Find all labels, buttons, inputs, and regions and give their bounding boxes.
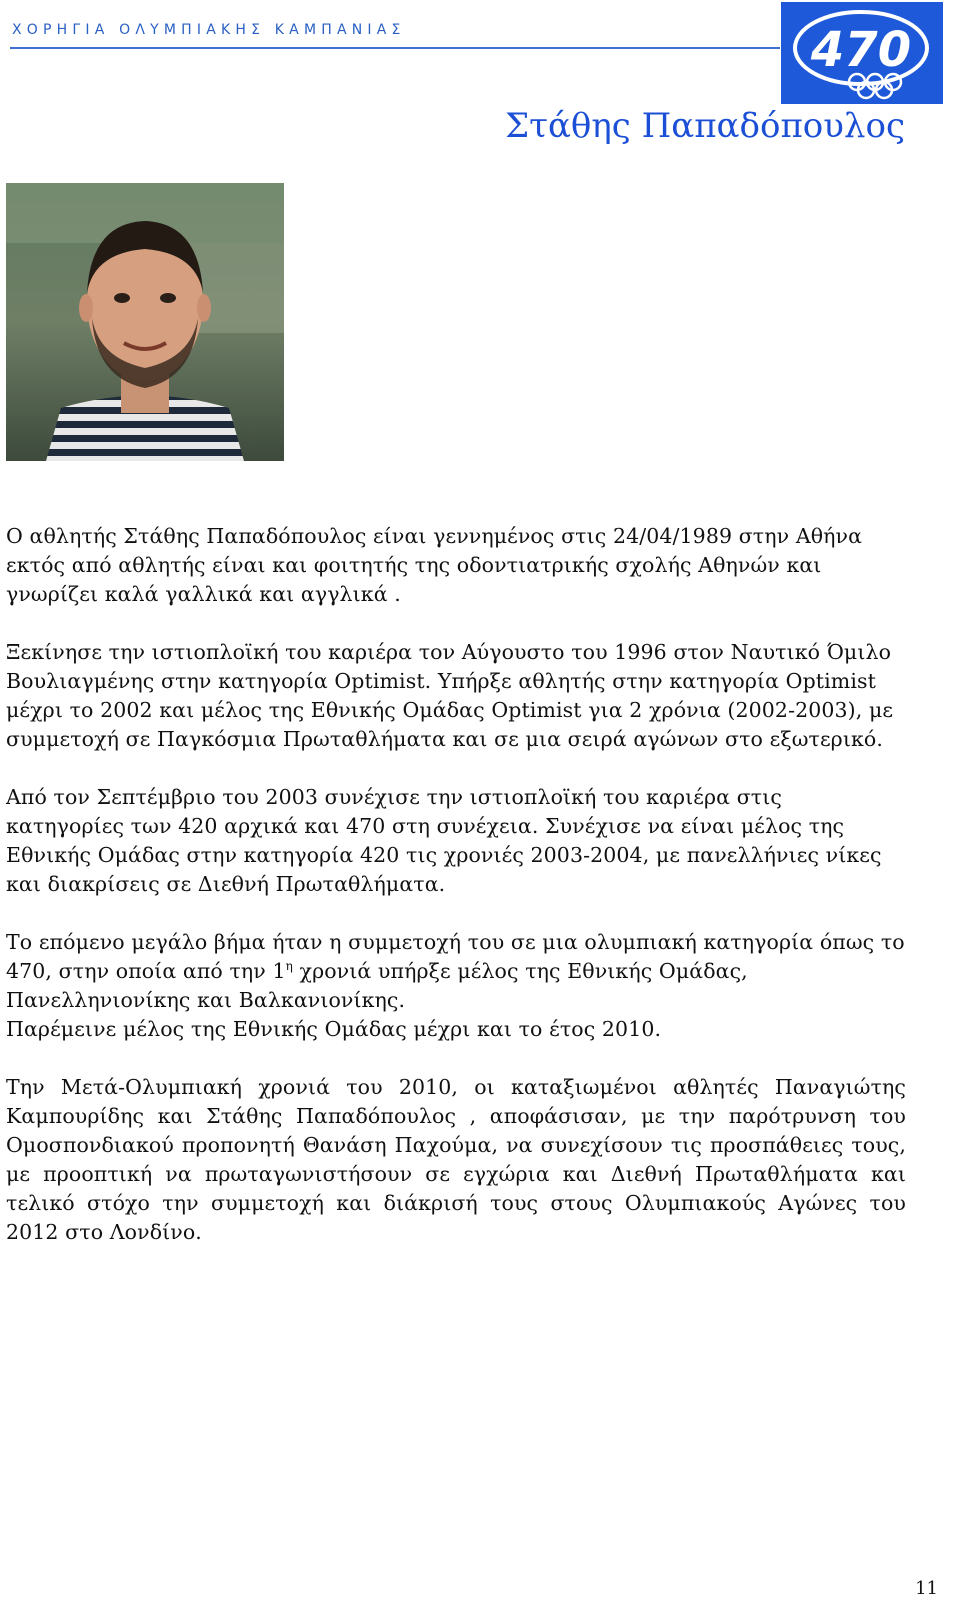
athlete-portrait-image <box>6 183 284 461</box>
olympic-class-text-start: Το επόμενο μεγάλο βήμα ήταν η συμμετοχή του σε μια ολυμπιακή κατηγορία όπως το 470, στην οποία από την 1 <box>6 930 905 983</box>
athlete-name-title: Στάθης Παπαδόπουλος <box>505 106 905 146</box>
biography-text <box>6 522 906 1276</box>
bio-paragraph-national-team-until-2010: Παρέμεινε μέλος της Εθνικής Ομάδας μέχρι και το έτος 2010. <box>6 1017 662 1041</box>
olympic-class-text-end: χρονιά υπήρξε μέλος της Εθνικής Ομάδας, Πανελληνιονίκης και Βαλκανιονίκης. <box>6 959 748 1012</box>
logo-text: 470 <box>810 22 912 78</box>
bio-paragraph-education: Ο αθλητής Στάθης Παπαδόπουλος είναι γεννημένος στις 24/04/1989 στην Αθήνα εκτός από αθλητής είναι και φοιτητής της οδοντιατρικής σχολής Αθηνών και γνωρίζει καλά γαλλικά και αγγλικά . <box>6 524 863 606</box>
class-470-logo <box>781 2 943 104</box>
bio-paragraph-olympic-class <box>6 928 906 1015</box>
bio-paragraph-post-olympic-goals: Την Μετά-Ολυμπιακή χρονιά του 2010, οι καταξιωμένοι αθλητές Παναγιώτης Καμπουρίδης και Στάθης Παπαδόπουλος , αποφάσισαν, με την παρότρυνση του Ομοσπονδιακού προπονητή Θανάση Παχούμα, να συνεχίσουν τις προσπάθειες τους, με προοπτική να πρωταγωνιστήσουν σε εγχώρια και Διεθνή Πρωταθλήματα και τελικό στόχο την συμμετοχή και διάκρισή τους στους Ολυμπιακούς Αγώνες του 2012 στο Λονδίνο. <box>6 1075 906 1244</box>
header-title: ΧΟΡΗΓΙΑ ΟΛΥΜΠΙΑΚΗΣ ΚΑΜΠΑΝΙΑΣ <box>12 22 406 38</box>
class-470-logo-graphic <box>781 2 943 104</box>
bio-paragraph-optimist-career: Ξεκίνησε την ιστιοπλοϊκή του καριέρα τον Αύγουστο του 1996 στον Ναυτικό Όμιλο Βουλιαγμένης στην κατηγορία Optimist. Υπήρξε αθλητής στην κατηγορία Optimist μέχρι το 2002 και μέλος της Εθνικής Ομάδας Optimist για 2 χρόνια (2002-2003), με συμμετοχή σε Παγκόσμια Πρωταθλήματα και σε μια σειρά αγώνων στο εξωτερικό. <box>6 640 894 751</box>
athlete-photo <box>6 183 284 461</box>
page-number: 11 <box>915 1578 938 1599</box>
bio-paragraph-420-470-career: Από τον Σεπτέμβριο του 2003 συνέχισε την ιστιοπλοϊκή του καριέρα στις κατηγορίες των 420 αρχικά και 470 στη συνέχεια. Συνέχισε να είναι μέλος της Εθνικής Ομάδας στην κατηγορία 420 τις χρονιές 2003-2004, με πανελλήνιες νίκες και διακρίσεις σε Διεθνή Πρωταθλήματα. <box>6 785 882 896</box>
ordinal-superscript: η <box>285 959 293 973</box>
header-divider <box>10 47 780 49</box>
